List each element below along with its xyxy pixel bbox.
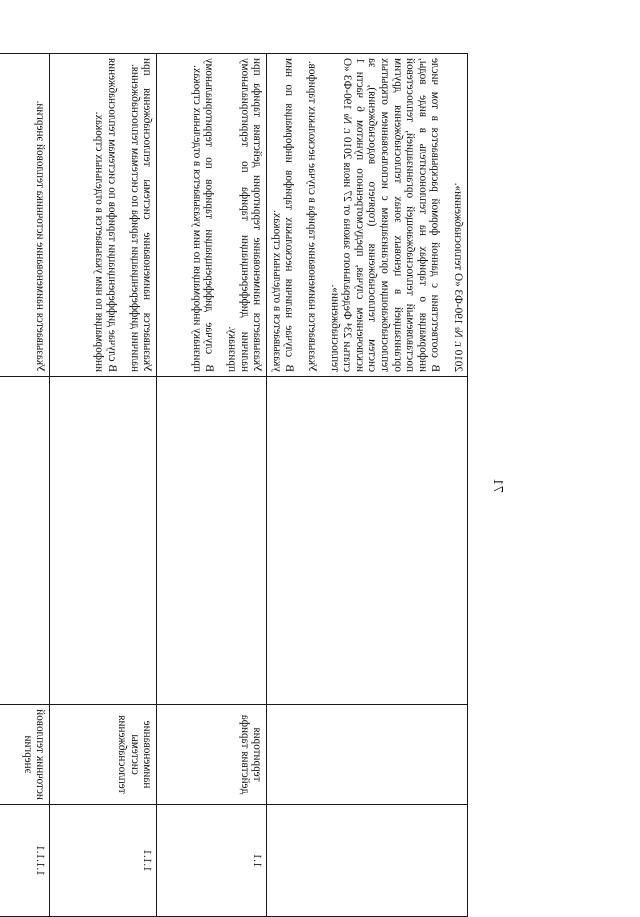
- description-paragraph: Указывается наименование источника тепловой энергии.: [34, 100, 47, 372]
- description-paragraph: В случае дифференциации тарифов по территориальному признаку информация по ним указывается в отдельных строках.: [190, 58, 216, 372]
- table-row: [0, 54, 50, 917]
- requirements-table: [0, 53, 468, 917]
- row-name-cell: [267, 705, 468, 805]
- description-paragraph: В случае дифференциации тарифов по системам теплоснабжения информация по ним указывается в отдельных строках.: [93, 58, 119, 372]
- row-value-cell: [157, 377, 267, 705]
- description-paragraph: В случае наличия нескольких тарифов информация по ним указывается в отдельных строках.: [270, 58, 296, 372]
- description-paragraph: 2010 г. № 190-ФЗ «О теплоснабжении».: [452, 182, 464, 372]
- row-description-cell: [267, 54, 468, 377]
- description-paragraph: В соответствии с данной формой раскрывается в том числе информация о тарифах на теплоноситель в виде воды, поставляемый теплоснабжающей организацией, теплосетевой организацией в ценовых зонах теплоснабжения другим теплоснабжающим организациям с использованием открытых систем теплоснабжения (горячего водоснабжения), за исключением случая, предусмотренного пунктом 6 части 1 статьи 23⁴ Федерального закона от 27 июля 2010 г. № 190-ФЗ «О теплоснабжении».: [328, 58, 442, 372]
- row-value-cell: [0, 377, 50, 705]
- row-number-cell: 1.1: [157, 805, 267, 917]
- description-paragraph: Указывается наименование территории действия тарифа при наличии дифференциации тарифа по территориальному признаку.: [226, 58, 264, 372]
- row-description-cell: [50, 54, 157, 377]
- rotated-page-content: [0, 54, 505, 917]
- row-value-cell: [50, 377, 157, 705]
- row-number-cell: [267, 805, 468, 917]
- description-paragraph: Указывается наименование тарифа в случае нескольких тарифов.: [306, 60, 319, 372]
- row-description-cell: [0, 54, 50, 377]
- table-row: [267, 54, 468, 917]
- table-row: [157, 54, 267, 917]
- page-number: 71: [490, 478, 505, 493]
- row-number-cell: 1.1.1: [50, 805, 157, 917]
- row-name-cell: территория действия тарифа: [157, 705, 267, 805]
- table-row: [50, 54, 157, 917]
- description-paragraph: Указывается наименование системы теплоснабжения при наличии дифференциации тарифа по системам теплоснабжения.: [128, 58, 154, 372]
- row-value-cell: [267, 377, 468, 705]
- row-name-cell: источник тепловой энергии: [0, 705, 50, 805]
- row-description-cell: [157, 54, 267, 377]
- row-number-cell: 1.1.1.1: [0, 805, 50, 917]
- row-name-cell: наименование системы теплоснабжения: [50, 705, 157, 805]
